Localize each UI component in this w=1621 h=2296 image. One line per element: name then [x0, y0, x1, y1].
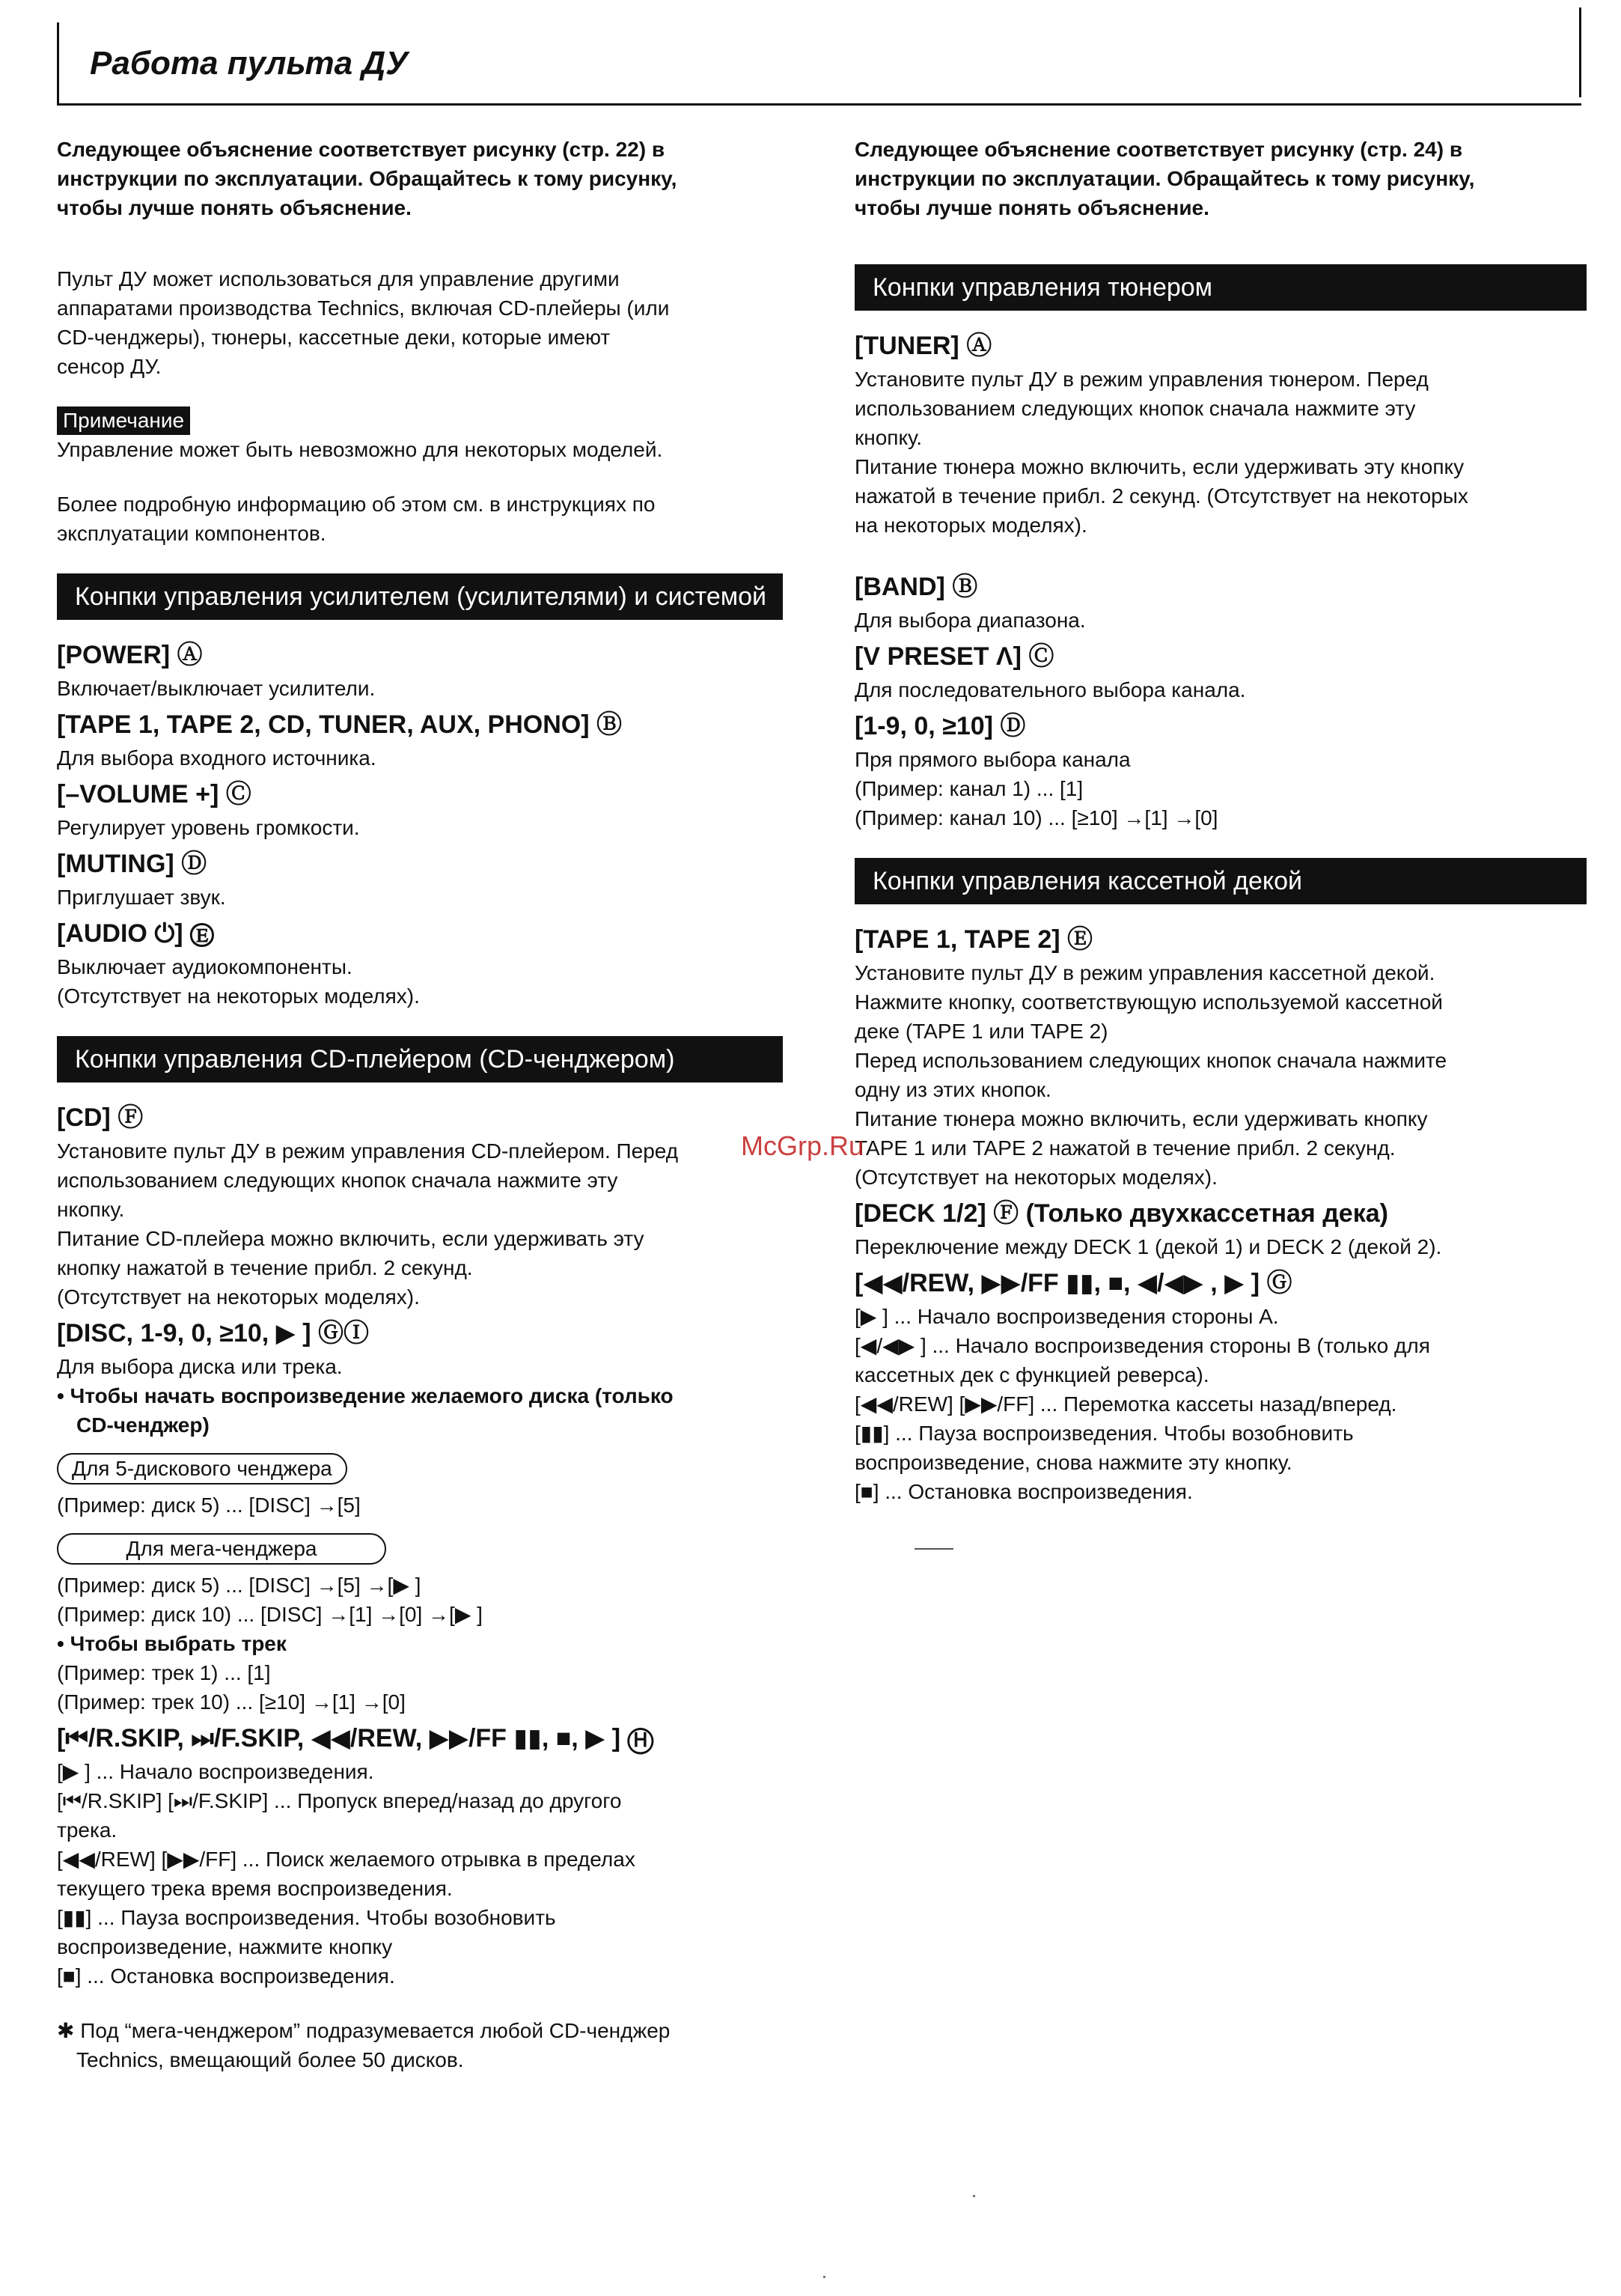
footnote-line: ✱ Под “мега-ченджером” подразумевается любой CD-ченджер [57, 2019, 671, 2042]
desc-line: CD-ченджеры), тюнеры, кассетные деки, которые имеют [57, 326, 611, 349]
key-power: [POWER] Ⓐ [57, 641, 203, 669]
tuner-line: на некоторых моделях). [855, 514, 1087, 537]
tape-line: Нажмите кнопку, соответствующую используемой кассетной [855, 990, 1443, 1014]
track-example: (Пример: трек 1) ... [1] [57, 1661, 271, 1684]
section-bar-cd: Конпки управления CD-плейером (CD-ченджером) [57, 1036, 783, 1082]
skip-line: текущего трека время воспроизведения. [57, 1877, 453, 1900]
skip-line: [◀◀/REW] [▶▶/FF] ... Поиск желаемого отрывка в пределах [57, 1848, 635, 1871]
disc-bullet: CD-ченджер) [76, 1413, 210, 1437]
header-rule [57, 103, 1581, 106]
disc-line: Для выбора диска или трека. [57, 1355, 343, 1378]
tape-line: TAPE 1 или TAPE 2 нажатой в течение прибл. 2 секунд. [855, 1136, 1396, 1160]
cd-line: Питание CD-плейера можно включить, если удерживать эту [57, 1227, 644, 1250]
intro-line: инструкции по эксплуатации. Обращайтесь к тому рисунку, [855, 167, 1475, 190]
key-desc: Приглушает звук. [57, 886, 226, 909]
pill-mega-changer: Для мега-ченджера [57, 1533, 386, 1565]
key-desc: (Отсутствует на некоторых моделях). [57, 984, 420, 1008]
tape-line: Установите пульт ДУ в режим управления кассетной декой. [855, 961, 1435, 984]
frame-left-rule [57, 22, 59, 105]
tuner-line: Установите пульт ДУ в режим управления тюнером. Перед [855, 368, 1429, 391]
tuner-line: использованием следующих кнопок сначала нажмите эту [855, 397, 1416, 420]
section-bar-tuner: Конпки управления тюнером [855, 264, 1587, 311]
key-desc: Включает/выключает усилители. [57, 677, 376, 700]
key-volume: [–VOLUME +] Ⓒ [57, 780, 251, 809]
preset-line: Для последовательного выбора канала. [855, 678, 1246, 701]
key-number: [1-9, 0, ≥10] Ⓓ [855, 712, 1026, 740]
desc-line: аппаратами производства Technics, включая CD-плейеры (или [57, 296, 670, 320]
note-text: Управление может быть невозможно для некоторых моделей. [57, 438, 663, 461]
key-desc: Для выбора входного источника. [57, 746, 376, 770]
key-disc: [DISC, 1-9, 0, ≥10, ▶ ] ⒼⒾ [57, 1319, 370, 1348]
tuner-line: нажатой в течение прибл. 2 секунд. (Отсутствует на некоторых [855, 484, 1468, 508]
key-desc: Регулирует уровень громкости. [57, 816, 360, 839]
more-line: эксплуатации компонентов. [57, 522, 326, 545]
rew-line: [◀/◀▶ ] ... Начало воспроизведения стороны В (только для [855, 1334, 1430, 1357]
skip-line: [⏮/R.SKIP] [⏭/F.SKIP] ... Пропуск вперед/назад до другого [57, 1789, 622, 1812]
deck-line: Переключение между DECK 1 (декой 1) и DECK 2 (декой 2). [855, 1235, 1442, 1258]
key-desc: Выключает аудиокомпоненты. [57, 955, 352, 978]
rew-line: [▶ ] ... Начало воспроизведения стороны А. [855, 1305, 1279, 1328]
key-tuner: [TUNER] Ⓐ [855, 332, 992, 360]
cd-line: использованием следующих кнопок сначала нажмите эту [57, 1169, 618, 1192]
desc-line: сенсор ДУ. [57, 355, 162, 378]
scan-speck [973, 2195, 975, 2197]
tape-line: Перед использованием следующих кнопок сначала нажмите [855, 1049, 1447, 1072]
key-cd: [CD] Ⓕ [57, 1103, 144, 1132]
key-band: [BAND] Ⓑ [855, 573, 978, 601]
key-audio: [AUDIO ⏻] Ⓔ [57, 919, 214, 948]
skip-line: [▮▮] ... Пауза воспроизведения. Чтобы возобновить [57, 1906, 556, 1929]
tape-line: (Отсутствует на некоторых моделях). [855, 1166, 1218, 1189]
num-line: (Пример: канал 1) ... [1] [855, 777, 1084, 800]
desc-line: Пульт ДУ может использоваться для управление другими [57, 267, 620, 290]
track-example: (Пример: трек 10) ... [≥10] →[1] →[0] [57, 1690, 406, 1714]
intro-line: Следующее объяснение соответствует рисунку (стр. 24) в [855, 138, 1463, 161]
cd-line: кнопку нажатой в течение прибл. 2 секунд. [57, 1256, 473, 1279]
left-column [57, 135, 783, 2074]
rew-line: кассетных дек с функцией реверса). [855, 1363, 1209, 1386]
footnote-line: Technics, вмещающий более 50 дисков. [76, 2048, 464, 2071]
key-muting: [MUTING] Ⓓ [57, 850, 207, 878]
pill-example: (Пример: диск 10) ... [DISC] →[1] →[0] →[▶ ] [57, 1603, 483, 1626]
num-line: Пря прямого выбора канала [855, 748, 1131, 771]
key-tape: [TAPE 1, TAPE 2] Ⓔ [855, 925, 1093, 954]
frame-right-rule [1579, 7, 1581, 97]
cd-line: (Отсутствует на некоторых моделях). [57, 1285, 420, 1309]
watermark-text: McGrp.Ru [741, 1130, 864, 1161]
intro-line: Следующее объяснение соответствует рисунку (стр. 22) в [57, 138, 665, 161]
tape-line: Питание тюнера можно включить, если удерживать кнопку [855, 1107, 1428, 1130]
rew-line: [■] ... Остановка воспроизведения. [855, 1480, 1193, 1503]
key-deck: [DECK 1/2] Ⓕ (Только двухкассетная дека) [855, 1199, 1388, 1228]
pill-example: (Пример: диск 5) ... [DISC] →[5] [57, 1493, 361, 1517]
cd-line: нкопку. [57, 1198, 125, 1221]
more-line: Более подробную информацию об этом см. в инструкциях по [57, 493, 656, 516]
pill-example: (Пример: диск 5) ... [DISC] →[5] →[▶ ] [57, 1574, 421, 1597]
tape-line: одну из этих кнопок. [855, 1078, 1051, 1101]
pill-5-disc-changer: Для 5-дискового ченджера [57, 1453, 347, 1485]
band-line: Для выбора диапазона. [855, 609, 1086, 632]
page-title: Работа пульта ДУ [90, 45, 408, 82]
decorative-dash [915, 1548, 953, 1550]
skip-line: [▶ ] ... Начало воспроизведения. [57, 1760, 374, 1783]
key-input-select: [TAPE 1, TAPE 2, CD, TUNER, AUX, PHONO] Ⓑ [57, 710, 622, 739]
skip-line: трека. [57, 1818, 117, 1842]
key-preset: [V PRESET Λ] Ⓒ [855, 642, 1054, 671]
key-deck-transport: [◀◀/REW, ▶▶/FF ▮▮, ■, ◀/◀▶ , ▶ ] Ⓖ [855, 1269, 1292, 1297]
intro-line: чтобы лучше понять объяснение. [855, 196, 1209, 219]
section-bar-cassette: Конпки управления кассетной декой [855, 858, 1587, 904]
key-skip-transport: [⏮/R.SKIP, ⏭/F.SKIP, ◀◀/REW, ▶▶/FF ▮▮, ■, ▶ ] Ⓗ [57, 1724, 654, 1753]
scan-speck [823, 2276, 825, 2278]
intro-line: чтобы лучше понять объяснение. [57, 196, 412, 219]
tuner-line: кнопку. [855, 426, 922, 449]
note-label: Примечание [57, 406, 190, 435]
right-column [855, 135, 1587, 1506]
rew-line: воспроизведение, снова нажмите эту кнопку. [855, 1451, 1292, 1474]
disc-bullet: • Чтобы начать воспроизведение желаемого диска (только [57, 1384, 674, 1407]
cd-line: Установите пульт ДУ в режим управления CD-плейером. Перед [57, 1139, 679, 1163]
section-bar-amplifier: Конпки управления усилителем (усилителями) и системой [57, 573, 783, 620]
rew-line: [▮▮] ... Пауза воспроизведения. Чтобы возобновить [855, 1422, 1354, 1445]
tuner-line: Питание тюнера можно включить, если удерживать эту кнопку [855, 455, 1465, 478]
tape-line: деке (TAPE 1 или TAPE 2) [855, 1020, 1108, 1043]
skip-line: воспроизведение, нажмите кнопку [57, 1935, 393, 1958]
intro-line: инструкции по эксплуатации. Обращайтесь к тому рисунку, [57, 167, 677, 190]
rew-line: [◀◀/REW] [▶▶/FF] ... Перемотка кассеты назад/вперед. [855, 1392, 1397, 1416]
num-line: (Пример: канал 10) ... [≥10] →[1] →[0] [855, 806, 1218, 829]
skip-line: [■] ... Остановка воспроизведения. [57, 1964, 395, 1988]
track-bullet: • Чтобы выбрать трек [57, 1632, 287, 1655]
